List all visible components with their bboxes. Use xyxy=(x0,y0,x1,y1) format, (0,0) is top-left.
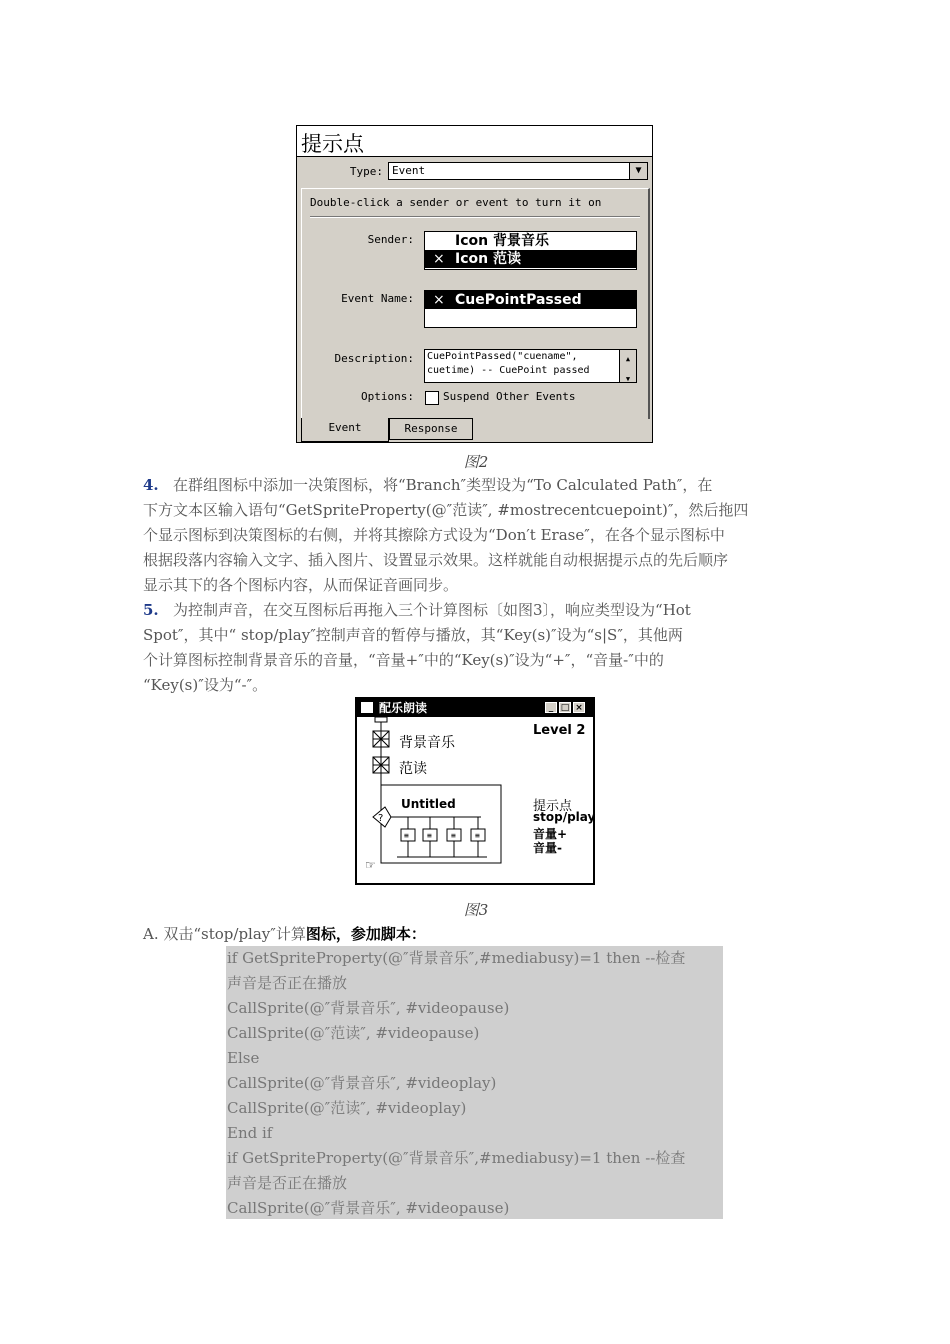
window-icon xyxy=(361,702,373,713)
step-5-number: 5. xyxy=(143,601,159,619)
response-label: stop/play xyxy=(533,810,596,824)
sender-label: Sender: xyxy=(367,233,414,246)
step-5-line: “Key(s)″设为“-″。 xyxy=(143,676,268,694)
step-4-number: 4. xyxy=(143,476,159,494)
step-4 xyxy=(143,473,813,598)
divider xyxy=(310,216,640,218)
dialog-title-bar xyxy=(297,126,652,157)
close-icon[interactable]: × xyxy=(573,702,585,713)
code-block xyxy=(226,946,723,1219)
sender-item[interactable]: Icon 背景音乐 xyxy=(455,233,549,249)
sender-list[interactable] xyxy=(424,231,637,270)
scrollbar[interactable]: ▲ ▼ xyxy=(619,350,636,382)
flow-icon-label: 背景音乐 xyxy=(399,735,455,751)
step-4-line: 显示其下的各个图标内容，从而保证音画同步。 xyxy=(143,576,459,594)
event-item-selected[interactable]: × CuePointPassed xyxy=(425,291,636,309)
figure2-caption: 图2 xyxy=(463,453,489,471)
instruction-text: A. 双击“stop/play″计算 xyxy=(143,925,306,943)
svg-text:≡: ≡ xyxy=(451,831,456,840)
step-4-line: 根据段落内容输入文字、插入图片、设置显示效果。这样就能自动根据提示点的先后顺序 xyxy=(143,551,729,569)
suspend-events-checkbox[interactable] xyxy=(425,391,439,405)
window-title: 配乐朗读 xyxy=(379,701,428,715)
instruction-bold: 图标，参加脚本： xyxy=(305,925,426,943)
step-4-line: 在群组图标中添加一决策图标，将“Branch″类型设为“To Calculated Path″，在 xyxy=(172,476,713,494)
svg-text:≡: ≡ xyxy=(427,831,432,840)
step-5 xyxy=(143,598,813,698)
response-label: 提示点 xyxy=(533,799,573,814)
step-4-line: 下方文本区输入语句“GetSpriteProperty(@″范读″, #mostrecentcuepoint)″，然后拖四 xyxy=(143,501,749,519)
code-line: CallSprite(@″范读″, #videopause) xyxy=(227,1024,480,1042)
code-line: 声音是否正在播放 xyxy=(227,1174,348,1192)
dialog-title: 提示点 xyxy=(301,132,364,156)
code-line: 声音是否正在播放 xyxy=(227,974,348,992)
code-line: CallSprite(@″背景音乐″, #videoplay) xyxy=(227,1074,497,1092)
maximize-icon[interactable]: □ xyxy=(560,703,570,713)
tab-event[interactable]: Event xyxy=(301,418,389,442)
step-4-line: 个显示图标到决策图标的右侧，并将其擦除方式设为“Don′t Erase″，在各个显示图标中 xyxy=(143,526,725,544)
sender-item-selected[interactable]: × Icon 范读 xyxy=(425,250,636,268)
type-select[interactable] xyxy=(388,162,648,180)
instruction-a xyxy=(143,922,813,947)
description-box: CuePointPassed("cuename", cuetime) -- CuePoint passed ▲ ▼ xyxy=(424,349,637,383)
code-line: End if xyxy=(227,1124,273,1142)
chevron-down-icon[interactable]: ▼ xyxy=(629,163,647,179)
tab-response[interactable]: Response xyxy=(389,418,473,440)
cue-point-dialog xyxy=(296,125,653,443)
event-name-label: Event Name: xyxy=(341,292,414,305)
level-label: Level 2 xyxy=(533,723,586,738)
event-name-list[interactable] xyxy=(424,290,637,328)
svg-text:?: ? xyxy=(378,813,384,824)
code-line: if GetSpriteProperty(@″背景音乐″,#mediabusy)=1 then --检查 xyxy=(227,949,686,967)
type-value: Event xyxy=(392,164,426,177)
step-5-line: 为控制声音，在交互图标后再拖入三个计算图标〔如图3〕，响应类型设为“Hot xyxy=(172,601,691,619)
event-panel xyxy=(301,188,650,419)
response-label: 音量+ xyxy=(533,827,568,841)
suspend-events-label: Suspend Other Events xyxy=(443,390,576,403)
code-line: CallSprite(@″背景音乐″, #videopause) xyxy=(227,1199,510,1217)
svg-text:≡: ≡ xyxy=(475,831,480,840)
svg-text:≡: ≡ xyxy=(404,831,409,840)
flowline-window xyxy=(355,697,595,885)
figure3-caption: 图3 xyxy=(463,901,489,919)
code-line: Else xyxy=(227,1049,260,1067)
code-line: if GetSpriteProperty(@″背景音乐″,#mediabusy)=1 then --检查 xyxy=(227,1149,686,1167)
type-label: Type: xyxy=(349,165,383,178)
description-label: Description: xyxy=(334,352,414,365)
hint-text: Double-click a sender or event to turn it on xyxy=(310,196,602,209)
step-5-line: 个计算图标控制背景音乐的音量，“音量+″中的“Key(s)″设为“+″，“音量-″中的 xyxy=(143,651,664,669)
hand-icon: ☞ xyxy=(365,858,376,872)
response-label: 音量- xyxy=(533,841,562,855)
flow-icon-label: 范读 xyxy=(399,761,427,777)
options-label: Options: xyxy=(361,390,414,403)
code-line: CallSprite(@″范读″, #videoplay) xyxy=(227,1099,467,1117)
window-title-bar xyxy=(357,699,593,717)
code-line: CallSprite(@″背景音乐″, #videopause) xyxy=(227,999,510,1017)
minimize-icon[interactable]: _ xyxy=(545,702,557,713)
step-5-line: Spot″，其中“ stop/play″控制声音的暂停与播放，其“Key(s)″设为“s|S″，其他两 xyxy=(143,626,683,644)
interaction-label: Untitled xyxy=(401,797,456,811)
